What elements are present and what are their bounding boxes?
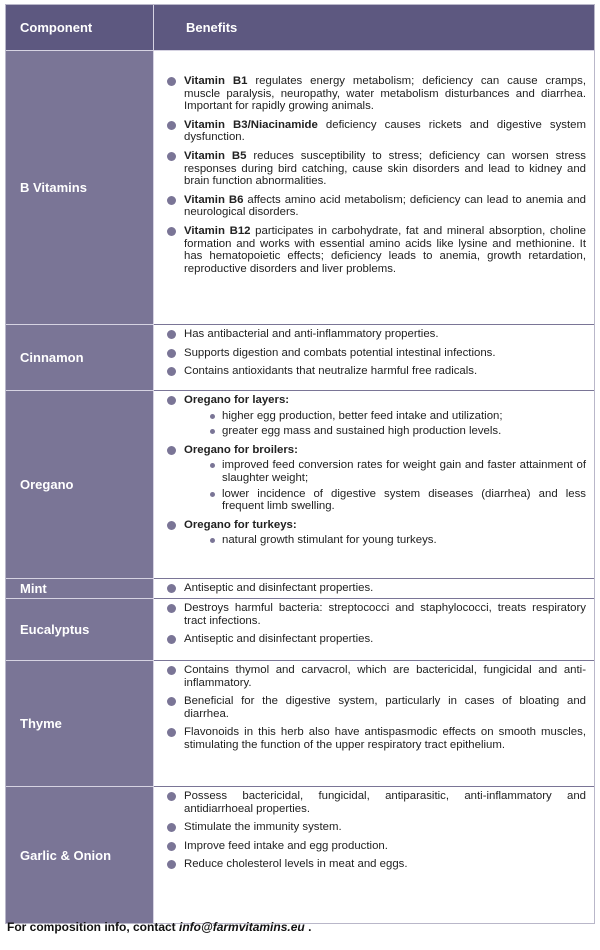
benefit-text — [184, 119, 586, 144]
benefit-item — [167, 225, 586, 275]
bullet-icon — [167, 446, 176, 455]
benefits-cell — [154, 787, 594, 923]
table-row — [6, 579, 594, 599]
benefit-item — [167, 821, 586, 834]
benefit-body: Flavonoids in this herb also have antispasmodic effects on smooth muscles, stimulating the function of the upper respiratory tract epithelium. — [184, 726, 586, 751]
bullet-icon — [167, 121, 176, 130]
benefit-item — [167, 394, 586, 438]
benefit-text — [184, 790, 586, 815]
sub-bullet-icon — [210, 492, 215, 497]
benefits-cell — [154, 661, 594, 787]
benefit-item — [167, 858, 586, 871]
benefits-cell — [154, 325, 594, 391]
benefit-bold: Vitamin B5 — [184, 149, 247, 162]
benefit-bold: Vitamin B6 — [184, 193, 244, 206]
benefit-item — [167, 582, 586, 595]
bullet-icon — [167, 842, 176, 851]
benefit-body: Contains antioxidants that neutralize harmful free radicals. — [184, 365, 478, 378]
bullet-icon — [167, 77, 176, 86]
header-component: Component — [6, 5, 154, 51]
footer-note — [7, 920, 311, 934]
benefit-item — [167, 328, 586, 341]
benefit-body: Antiseptic and disinfectant properties. — [184, 582, 374, 594]
bullet-icon — [167, 521, 176, 530]
benefit-item — [167, 790, 586, 815]
benefit-item — [167, 365, 586, 378]
benefit-text — [184, 664, 586, 689]
sub-item — [210, 459, 586, 484]
benefit-text — [184, 519, 586, 547]
table-body — [6, 51, 594, 923]
sub-item-text: natural growth stimulant for young turkeys. — [222, 534, 437, 547]
benefit-item — [167, 602, 586, 627]
benefit-bold: Vitamin B1 — [184, 75, 248, 87]
benefit-body: Improve feed intake and egg production. — [184, 839, 388, 852]
component-name: Eucalyptus — [6, 599, 154, 661]
benefit-text — [184, 225, 586, 275]
sub-bullet-icon — [210, 429, 215, 434]
bullet-icon — [167, 604, 176, 613]
benefit-text — [184, 840, 586, 853]
benefit-bold: Vitamin B12 — [184, 224, 251, 237]
benefit-body: deficiency causes rickets and digestive system dysfunction. — [184, 118, 586, 144]
benefit-item — [167, 664, 586, 689]
bullet-icon — [167, 584, 176, 593]
sub-item-text: greater egg mass and sustained high production levels. — [222, 425, 502, 438]
benefit-item — [167, 119, 586, 144]
table-row — [6, 325, 594, 391]
benefit-text — [184, 365, 586, 378]
benefit-text — [184, 726, 586, 751]
benefit-body: Contains thymol and carvacrol, which are bactericidal, fungicidal and anti-inflammatory. — [184, 664, 586, 689]
benefit-text — [184, 821, 586, 834]
benefits-cell — [154, 599, 594, 661]
footer-prefix: For composition info, contact — [7, 920, 179, 934]
benefit-body: Possess bactericidal, fungicidal, antiparasitic, anti-inflammatory and antidiarrhoeal properties. — [184, 790, 586, 815]
bullet-icon — [167, 396, 176, 405]
benefit-body: Destroys harmful bacteria: streptococci and staphylococci, treats respiratory tract infections. — [184, 602, 586, 627]
bullet-icon — [167, 860, 176, 869]
benefit-item — [167, 347, 586, 360]
bullet-icon — [167, 349, 176, 358]
sub-item — [210, 410, 586, 423]
benefit-item — [167, 840, 586, 853]
bullet-icon — [167, 367, 176, 376]
benefits-cell — [154, 579, 594, 599]
sub-item — [210, 534, 586, 547]
bullet-icon — [167, 227, 176, 236]
benefit-item — [167, 726, 586, 751]
sub-bullet-icon — [210, 463, 215, 468]
benefits-table — [5, 4, 595, 924]
sub-item-text: higher egg production, better feed intake and utilization; — [222, 409, 503, 422]
table-row — [6, 391, 594, 579]
component-name: Thyme — [6, 661, 154, 787]
bullet-icon — [167, 196, 176, 205]
table-header — [6, 5, 594, 51]
benefit-body: Reduce cholesterol levels in meat and eggs. — [184, 858, 408, 871]
benefit-text — [184, 150, 586, 188]
benefit-text — [184, 328, 586, 341]
benefit-item — [167, 519, 586, 547]
sub-item-text: lower incidence of digestive system diseases (diarrhea) and less frequent limb swelling. — [222, 487, 586, 513]
table-row — [6, 599, 594, 661]
benefit-item — [167, 695, 586, 720]
benefit-body: Has antibacterial and anti-inflammatory properties. — [184, 328, 439, 340]
bullet-icon — [167, 666, 176, 675]
table-row — [6, 661, 594, 787]
benefit-body: Supports digestion and combats potential intestinal infections. — [184, 346, 496, 359]
benefit-body: participates in carbohydrate, fat and mineral absorption, choline formation and works with essential amino acids like lysine and methionine. It has hematopoietic effects; deficiency leads to anemia, growth retardation, reproductive disorders and liver problems. — [184, 224, 586, 275]
bullet-icon — [167, 330, 176, 339]
footer-suffix: . — [304, 920, 312, 934]
component-name: B Vitamins — [6, 51, 154, 325]
benefit-text — [184, 633, 586, 646]
sub-bullet-icon — [210, 414, 215, 419]
bullet-icon — [167, 728, 176, 737]
benefit-body: Beneficial for the digestive system, particularly in cases of bloating and diarrhea. — [184, 695, 586, 720]
sub-bullet-icon — [210, 538, 215, 543]
benefit-body: Antiseptic and disinfectant properties. — [184, 633, 374, 646]
component-name: Oregano — [6, 391, 154, 579]
benefit-item — [167, 194, 586, 219]
table-row — [6, 51, 594, 325]
benefit-item — [167, 150, 586, 188]
benefit-body: reduces susceptibility to stress; deficiency can worsen stress responses during bird catching, cause skin disorders and lead to kidney and brain function abnormalities. — [184, 149, 586, 188]
benefit-text — [184, 858, 586, 871]
bullet-icon — [167, 697, 176, 706]
benefit-text — [184, 582, 586, 595]
benefit-body: regulates energy metabolism; deficiency can cause cramps, muscle paralysis, neuropathy, water metabolism disturbances and diarrhea. Important for rapidly growing animals. — [184, 75, 586, 113]
sub-item — [210, 425, 586, 438]
bullet-icon — [167, 792, 176, 801]
component-name: Cinnamon — [6, 325, 154, 391]
benefit-text — [184, 602, 586, 627]
benefit-text — [184, 347, 586, 360]
benefit-text — [184, 695, 586, 720]
benefit-text — [184, 444, 586, 513]
table-row — [6, 787, 594, 923]
benefit-text — [184, 394, 586, 438]
component-name: Mint — [6, 579, 154, 599]
bullet-icon — [167, 823, 176, 832]
benefit-item — [167, 444, 586, 513]
benefit-body: affects amino acid metabolism; deficiency can lead to anemia and neurological disorders. — [184, 193, 586, 219]
header-benefits: Benefits — [154, 5, 594, 51]
bullet-icon — [167, 635, 176, 644]
benefit-item — [167, 75, 586, 113]
component-name: Garlic & Onion — [6, 787, 154, 923]
benefit-body: Stimulate the immunity system. — [184, 821, 342, 834]
bullet-icon — [167, 152, 176, 161]
benefits-cell — [154, 391, 594, 579]
benefit-bold: Vitamin B3/Niacinamide — [184, 118, 318, 131]
benefit-bold: Oregano for broilers: — [184, 443, 298, 456]
benefit-item — [167, 633, 586, 646]
benefits-cell — [154, 51, 594, 325]
contact-email[interactable]: info@farmvitamins.eu — [179, 920, 305, 934]
sub-item-text: improved feed conversion rates for weight gain and faster attainment of slaughter weight; — [222, 459, 586, 484]
benefit-text — [184, 75, 586, 113]
benefit-bold: Oregano for layers: — [184, 394, 290, 406]
benefit-text — [184, 194, 586, 219]
benefit-bold: Oregano for turkeys: — [184, 518, 297, 531]
sub-item — [210, 488, 586, 513]
